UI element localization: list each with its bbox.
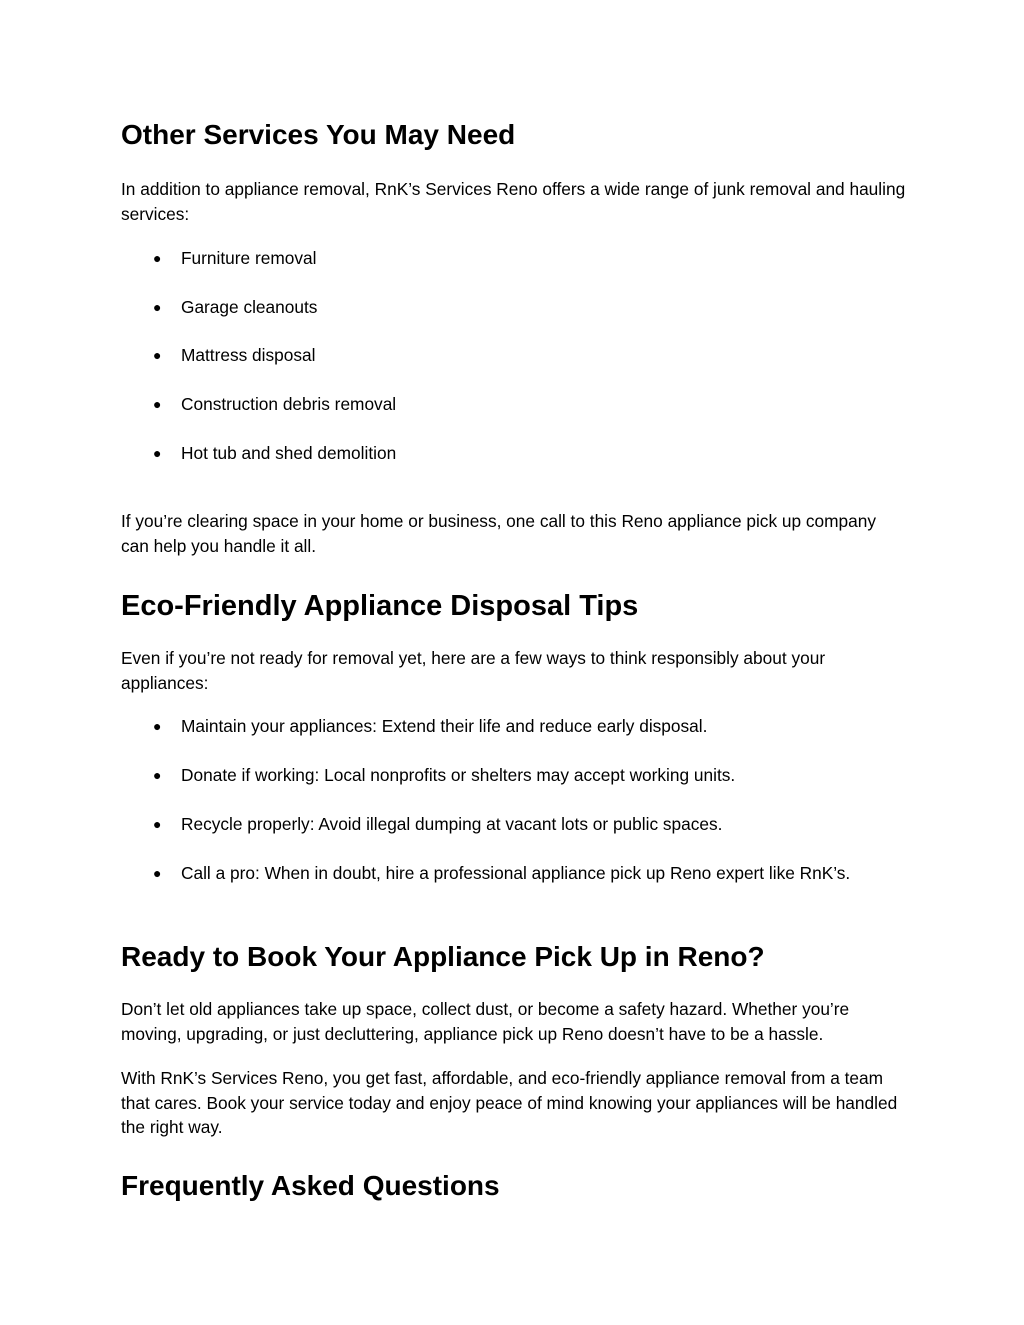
list-item-text: Hot tub and shed demolition xyxy=(181,443,397,463)
bullet-icon: ● xyxy=(153,718,162,734)
bullet-icon: ● xyxy=(153,299,162,315)
ready-to-book-paragraph-2: With RnK’s Services Reno, you get fast, affordable, and eco-friendly appliance removal from a team that cares. Book your service today and enjoy peace of mind knowing your appliances will be handled the right way. xyxy=(121,1068,898,1137)
list-item-text: Mattress disposal xyxy=(181,345,316,365)
section-heading-eco-friendly: Eco-Friendly Appliance Disposal Tips xyxy=(121,590,639,622)
other-services-outro: If you’re clearing space in your home or business, one call to this Reno appliance pick up company can help you handle it all. xyxy=(121,511,877,556)
bullet-icon: ● xyxy=(153,347,162,363)
section-heading-faq: Frequently Asked Questions xyxy=(121,1170,500,1201)
list-item-text: Furniture removal xyxy=(181,248,317,268)
bullet-icon: ● xyxy=(153,445,162,461)
bullet-icon: ● xyxy=(153,816,162,832)
bullet-icon: ● xyxy=(153,396,162,412)
bullet-icon: ● xyxy=(153,865,162,881)
list-item-text: Call a pro: When in doubt, hire a professional appliance pick up Reno expert like RnK’s. xyxy=(181,863,851,883)
list-item-text: Maintain your appliances: Extend their life and reduce early disposal. xyxy=(181,716,708,736)
list-item-text: Construction debris removal xyxy=(181,394,397,414)
eco-friendly-intro: Even if you’re not ready for removal yet, here are a few ways to think responsibly about your appliances: xyxy=(121,648,826,693)
list-item-text: Donate if working: Local nonprofits or shelters may accept working units. xyxy=(181,765,736,785)
list-item-text: Recycle properly: Avoid illegal dumping at vacant lots or public spaces. xyxy=(181,814,723,834)
section-heading-other-services: Other Services You May Need xyxy=(121,119,516,150)
list-item-text: Garage cleanouts xyxy=(181,297,318,317)
bullet-icon: ● xyxy=(153,767,162,783)
section-heading-ready-to-book: Ready to Book Your Appliance Pick Up in Reno? xyxy=(121,941,765,972)
bullet-icon: ● xyxy=(153,250,162,266)
other-services-intro: In addition to appliance removal, RnK’s Services Reno offers a wide range of junk removal and hauling services: xyxy=(121,179,906,224)
ready-to-book-paragraph-1: Don’t let old appliances take up space, collect dust, or become a safety hazard. Whether you’re moving, upgrading, or just decluttering, appliance pick up Reno doesn’t have to be a hassle. xyxy=(121,999,850,1044)
